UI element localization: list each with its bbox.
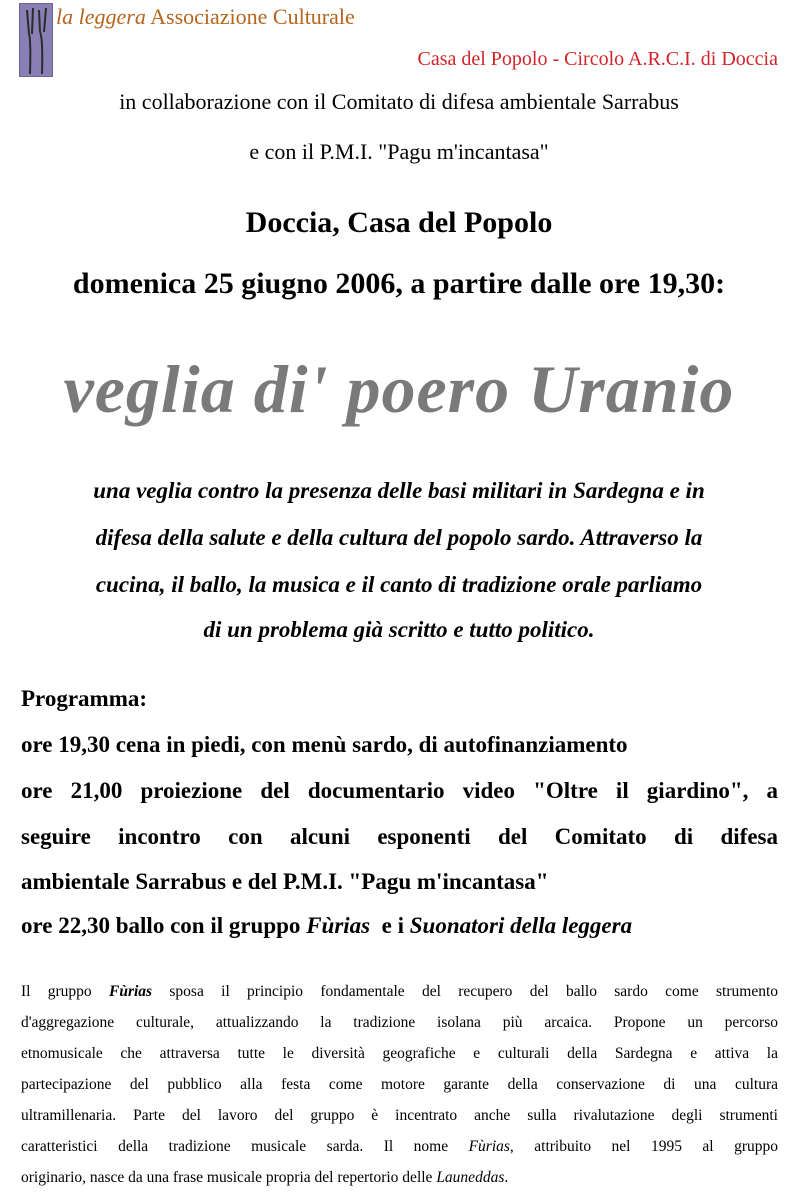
- org-name: [56, 4, 355, 30]
- collaboration-line-2: e con il P.M.I. "Pagu m'incantasa": [249, 139, 549, 164]
- description-line: di un problema già scritto e tutto politico.: [203, 617, 595, 642]
- about-text: , attribuito nel 1995 al gruppo: [509, 1138, 778, 1155]
- about-text: .: [504, 1169, 509, 1186]
- about-text: Il gruppo: [21, 983, 109, 1000]
- description-line: una veglia contro la presenza delle basi militari in Sardegna e in: [93, 478, 705, 503]
- event-title: veglia di' poero Uranio: [63, 351, 735, 427]
- program-line: seguire incontro con alcuni esponenti del Comitato di difesa: [21, 824, 778, 849]
- about-text: caratteristici della tradizione musicale sarda. Il nome: [21, 1138, 469, 1155]
- instrument-name: Launeddas: [436, 1169, 505, 1186]
- event-date: domenica 25 giugno 2006, a partire dalle ore 19,30:: [72, 267, 726, 300]
- about-line: [21, 983, 778, 1001]
- about-line: d'aggregazione culturale, attualizzando la tradizione isolana più arcaica. Propone un percorso: [21, 1014, 778, 1031]
- program-line: ore 21,00 proiezione del documentario video "Oltre il giardino", a: [21, 778, 778, 803]
- collaboration-line-1: in collaborazione con il Comitato di difesa ambientale Sarrabus: [119, 89, 679, 114]
- about-line: partecipazione del pubblico alla festa come motore garante della conservazione di una cultura: [21, 1076, 778, 1093]
- about-line: etnomusicale che attraversa tutte le diversità geografiche e culturali della Sardegna e attiva la: [21, 1045, 778, 1062]
- about-line: ultramillenaria. Parte del lavoro del gruppo è incentrato anche sulla rivalutazione degli strumenti: [21, 1107, 778, 1124]
- group-name: Fùrias: [109, 983, 153, 1000]
- program-line-text: ore 22,30 ballo con il gruppo: [21, 913, 307, 938]
- group-name: Fùrias: [468, 1138, 510, 1155]
- venue-organization: Casa del Popolo - Circolo A.R.C.I. di Doccia: [417, 48, 778, 70]
- description-line: difesa della salute e della cultura del popolo sardo. Attraverso la: [95, 525, 703, 550]
- event-place: Doccia, Casa del Popolo: [245, 206, 553, 239]
- about-line: [21, 1169, 778, 1187]
- program-heading: Programma:: [21, 686, 148, 711]
- players-name: Suonatori della leggera: [409, 913, 633, 938]
- program-line: ore 19,30 cena in piedi, con menù sardo, di autofinanziamento: [21, 732, 628, 757]
- about-text: originario, nasce da una frase musicale propria del repertorio delle: [21, 1169, 437, 1186]
- program-line-text: e i: [370, 913, 410, 938]
- group-name: Fùrias: [306, 913, 371, 938]
- about-text: sposa il principio fondamentale del recupero del ballo sardo come strumento: [152, 983, 778, 1000]
- org-name-italic: la leggera: [56, 4, 146, 29]
- org-name-rest: Associazione Culturale: [145, 4, 355, 29]
- about-line: [21, 1138, 778, 1156]
- fork-logo-icon: [19, 3, 53, 77]
- program-line: ambientale Sarrabus e del P.M.I. "Pagu m'incantasa": [21, 869, 549, 894]
- description-line: cucina, il ballo, la musica e il canto di tradizione orale parliamo: [95, 572, 703, 597]
- program-line: [21, 913, 778, 939]
